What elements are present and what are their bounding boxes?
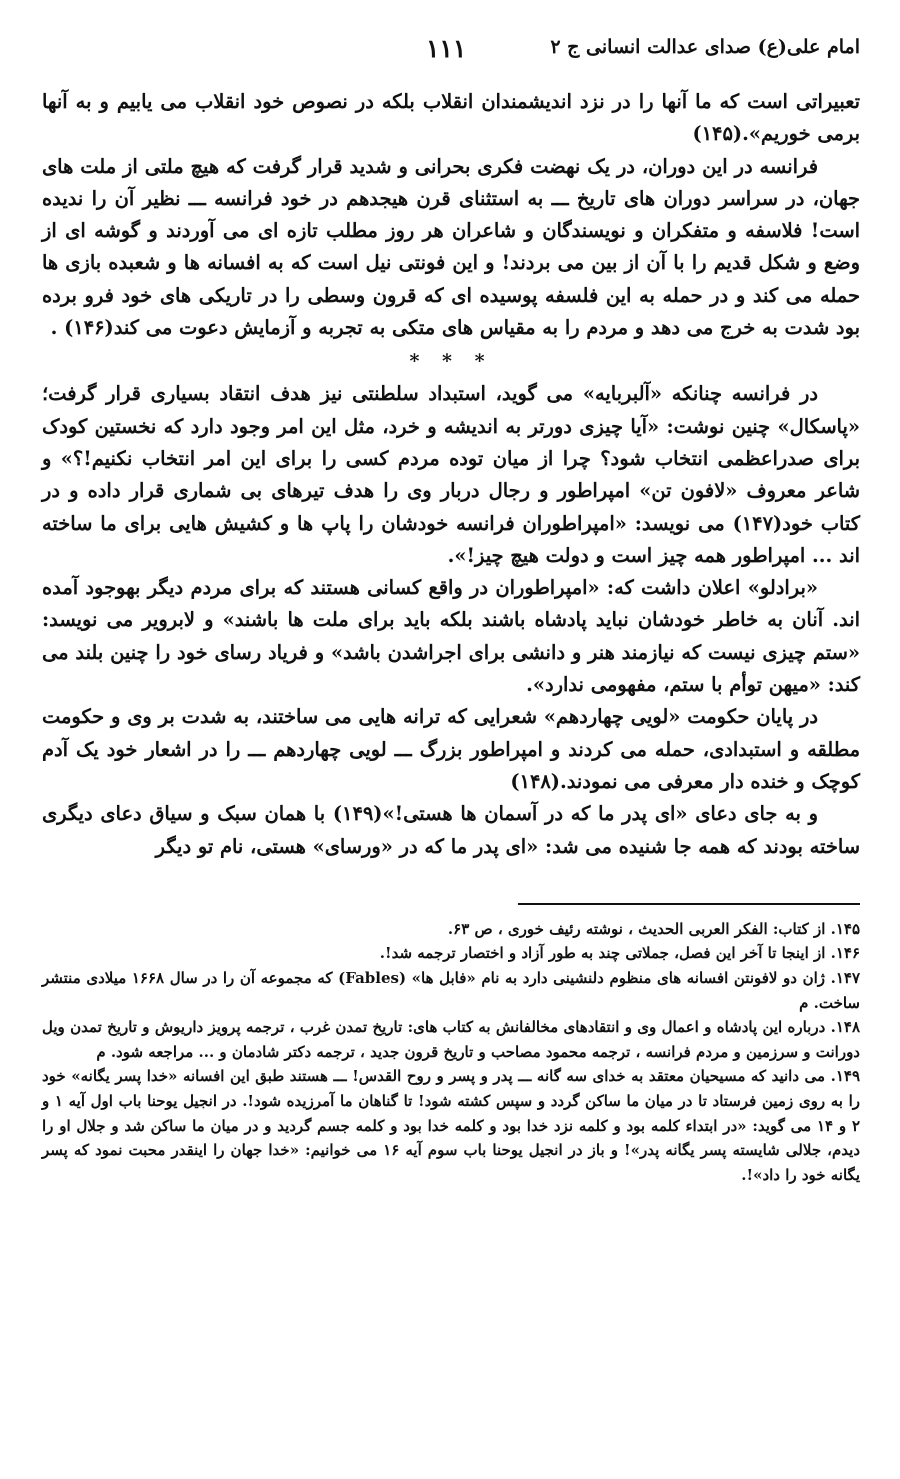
page-header bbox=[42, 34, 860, 68]
book-page bbox=[42, 34, 860, 1454]
paragraph: فرانسه در این دوران، در یک نهضت فکری بحرانی و شدید قرار گرفت که هیچ ملتی از ملت های جهان، در سراسر دوران های تاریخ ـــ به استثنای قرن هیجدهم در خود فرانسه ـــ نظیر آن را ندیده است! فلاسفه و متفکران و نویسندگان و شاعران هر روز مطلب تازه ای می آوردند و گوشه ای از وضع و شکل قدیم را با آن از بین می بردند! و این فونتی نیل است که به افسانه ها و شعبده بازی ها حمله می کند و در حمله به این فلسفه پوسیده ای که قرون وسطی را در تاریکی های خود فرو برده بود شدت به خرج می دهد و مردم را به مقیاس های متکی به تجربه و آزمایش دعوت می کند(۱۴۶) . bbox=[42, 154, 860, 340]
footnote: ۱۴۷. ژان دو لافونتن افسانه های منظوم دلنشینی دارد به نام «فابل ها» (Fables) که مجموعه آن را در سال ۱۶۶۸ میلادی منتشر ساخت. م bbox=[42, 969, 860, 1012]
paragraph: تعبیراتی است که ما آنها را در نزد اندیشمندان انقلاب بلکه در نصوص خود انقلاب می یابیم و به آنها برمی خوریم».(۱۴۵) bbox=[42, 90, 860, 146]
page-number: ۱۱۱ bbox=[426, 34, 467, 63]
paragraph: «برادلو» اعلان داشت که: «امپراطوران در واقع کسانی هستند که برای مردم دیگر بهوجود آمده اند. آنان به خاطر خودشان نباید پادشاه باشند بلکه باید برای ملت ها باشند» و لابرویر می نویسد: «ستم چیزی نیست که نیازمند هنر و دانشی برای اجراشدن باشد» و فریاد رسای خود را چنین بلند می کند: «میهن توأم با ستم، مفهومی ندارد». bbox=[42, 576, 860, 697]
footnotes bbox=[42, 917, 860, 1188]
paragraph: در فرانسه چنانکه «آلبربایه» می گوید، استبداد سلطنتی نیز هدف انتقاد بسیاری قرار گرفت؛ «پاسکال» چنین نوشت: «آیا چیزی دورتر به اندیشه و خرد، مثل این امر وجود دارد که نخستین کودک برای صدراعظمی انتخاب شود؟ چرا از میان توده مردم کسی را برای این امر انتخاب نکنیم!؟» و شاعر معروف «لافون تن» امپراطور و رجال دربار وی را هدف تیرهای بی شماری قرار داده و در کتاب خود(۱۴۷) می نویسد: «امپراطوران فرانسه خودشان را پاپ ها و کشیش هایی برای ما ساخته اند ... امپراطور همه چیز است و دولت هیچ چیز!». bbox=[42, 382, 860, 567]
footnote: ۱۴۶. از اینجا تا آخر این فصل، جملاتی چند به طور آزاد و اختصار ترجمه شد!. bbox=[379, 944, 860, 963]
footnote: ۱۴۹. می دانید که مسیحیان معتقد به خدای سه گانه ـــ پدر و پسر و روح القدس! ـــ هستند طبق این افسانه «خدا پسر یگانه» خود را به روی زمین فرستاد تا در میان ما ساکن گردد و سپس کشته شود! تا گناهان ما آمرزیده شود!. در انجیل یوحنا باب اول آیه ۱ و ۲ و ۱۴ می گوید: «در ابتداء کلمه بود و کلمه نزد خدا بود و کلمه خدا بود و کلمه جسم گردید و در میان ما ساکن شد و جلال او را دیدم، جلالی شایسته پسر یگانه پدر»! و باز در انجیل یوحنا باب سوم آیه ۱۶ می خوانیم: «خدا جهان را اینقدر محبت نمود که پسر یگانه خود را داد»!. bbox=[42, 1067, 860, 1184]
footnote: ۱۴۵. از کتاب: الفکر العربی الحدیث ، نوشته رئیف خوری ، ص ۶۳. bbox=[447, 919, 860, 938]
paragraph: و به جای دعای «ای پدر ما که در آسمان ها هستی!»(۱۴۹) با همان سبک و سیاق دعای دیگری ساخته بودند که همه جا شنیده می شد: «ای پدر ما که در «ورسای» هستی، نام تو دیگر bbox=[42, 802, 860, 858]
running-title: امام علی(ع) صدای عدالت انسانی ج ۲ bbox=[550, 36, 860, 58]
section-separator: * * * bbox=[409, 350, 493, 373]
paragraph: در پایان حکومت «لویی چهاردهم» شعرایی که ترانه هایی می ساختند، به شدت بر وی و حکومت مطلقه و استبدادی، حمله می کردند و امپراطور بزرگ ـــ لویی چهاردهم ـــ را در اشعار خود یک آدم کوچک و خنده دار معرفی می نمودند.(۱۴۸) bbox=[42, 705, 860, 793]
footnote: ۱۴۸. درباره این پادشاه و اعمال وی و انتقادهای مخالفانش به کتاب های: تاریخ تمدن غرب ، ترجمه پرویز داریوش و تاریخ تمدن ویل دورانت و سرزمین و مردم فرانسه ، ترجمه محمود مصاحب و تاریخ قرون جدید ، ترجمه دکتر شادمان و ... مراجعه شود. م bbox=[42, 1018, 860, 1061]
footnote-rule-container bbox=[42, 903, 860, 905]
footnote-divider bbox=[518, 903, 860, 905]
main-text bbox=[42, 86, 860, 863]
